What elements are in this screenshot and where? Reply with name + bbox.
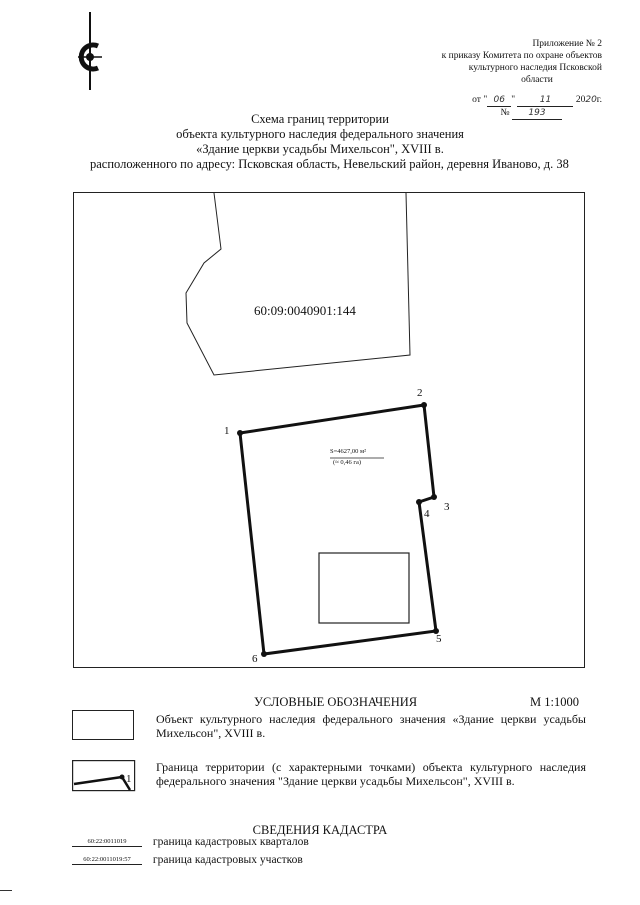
point-label-6: 6 (252, 653, 258, 665)
date-day: 06 (487, 94, 511, 107)
area-label: S=4627,00 м² (330, 448, 367, 455)
appendix-date-line: от " 06 " 11 2020г. (472, 95, 602, 105)
date-month: 11 (517, 94, 573, 107)
neighbour-parcel-outline (186, 193, 410, 375)
quarter-label: граница кадастровых кварталов (152, 836, 309, 849)
point-label-2: 2 (417, 387, 423, 399)
title-line3: «Здание церкви усадьбы Михельсон", XVIII в. (196, 142, 444, 156)
boundary-map (73, 192, 585, 668)
parcel-id-label: 60:09:0040901:144 (254, 303, 356, 318)
cadastre-parcel-row (72, 854, 303, 866)
appendix-line4: области (521, 75, 553, 85)
legend-heading: УСЛОВНЫЕ ОБОЗНАЧЕНИЯ (254, 695, 418, 709)
appendix-line3: культурного наследия Псковской (468, 63, 602, 73)
boundary-point-6 (261, 651, 267, 657)
area-hectares-label: (≈ 0,46 га) (333, 459, 362, 466)
point-label-4: 4 (424, 508, 430, 520)
heritage-object-symbol (72, 710, 134, 740)
heritage-object-rect (319, 553, 409, 623)
date-year: 20 (585, 95, 597, 105)
parcel-label: граница кадастровых участков (152, 854, 303, 867)
legend-item-heritage-object (72, 710, 592, 746)
point-label-5: 5 (436, 633, 442, 645)
map-scale: М 1:1000 (530, 695, 579, 709)
number-prefix: № (500, 108, 510, 118)
appendix-line1: Приложение № 2 (532, 39, 602, 49)
title-address: расположенного по адресу: Псковская область, Невельский район, деревня Иваново, д. 38 (90, 157, 569, 171)
boundary-point-3 (431, 494, 437, 500)
quarter-code: 60:22:0011019 (72, 838, 142, 847)
boundary-point-1 (237, 430, 243, 436)
boundary-point-2 (421, 402, 427, 408)
date-year-end: г. (596, 95, 602, 105)
order-number: 193 (512, 107, 562, 120)
legend-item2-text: Граница территории (с характерными точками) объекта культурного наследия федерального значения "Здание церкви усадьбы Михельсон", XVIII в. (156, 760, 586, 788)
point-label-3: 3 (444, 501, 450, 513)
parcel-code: 60:22:0011019:57 (72, 856, 142, 865)
title-line1: Схема границ территории (251, 112, 389, 126)
appendix-header (402, 38, 602, 120)
cadastre-quarter-row (72, 836, 309, 848)
title-line2: объекта культурного наследия федерального значения (176, 127, 464, 141)
legend-item-territory-boundary (72, 758, 592, 804)
map-drawing (74, 193, 586, 669)
legend-item1-text: Объект культурного наследия федерального значения «Здание церкви усадьбы Михельсон", XVIII в. (156, 712, 586, 740)
boundary-point-4 (416, 499, 422, 505)
cadastre-heading: СВЕДЕНИЯ КАДАСТРА (252, 823, 388, 837)
north-arrow-icon (68, 10, 110, 92)
date-year-prefix: 20 (575, 95, 586, 105)
legend-point-label: 1 (126, 773, 132, 785)
appendix-line2: к приказу Комитета по охране объектов (441, 51, 602, 61)
territory-boundary (240, 405, 436, 654)
document-title (0, 112, 640, 172)
date-prefix: от " (472, 95, 488, 105)
point-label-1: 1 (224, 425, 230, 437)
page-edge-mark (0, 890, 12, 891)
